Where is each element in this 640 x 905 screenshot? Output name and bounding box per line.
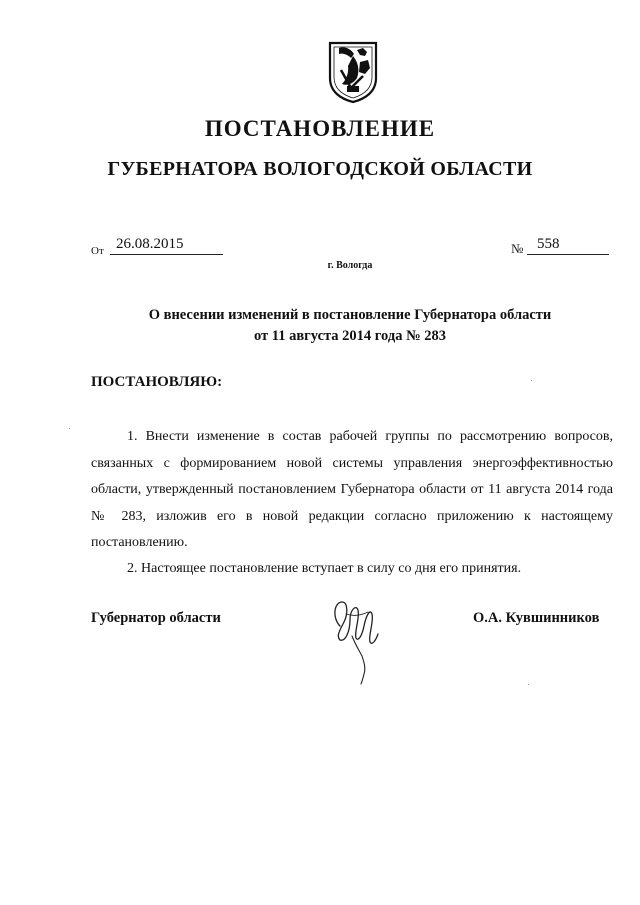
- handwritten-signature: [326, 596, 386, 686]
- subject-line-2: от 11 августа 2014 года № 283: [253, 328, 447, 344]
- subject-line-1: О внесении изменений в постановление Губернатора области: [148, 307, 552, 323]
- paragraph-2: 2. Настоящее постановление вступает в силу со дня его принятия.: [127, 561, 522, 576]
- document-subject: [0, 305, 640, 347]
- document-city: г. Вологда: [327, 260, 373, 271]
- date-prefix: От: [91, 245, 104, 257]
- signatory-name: О.А. Кувшинников: [473, 610, 600, 626]
- signatory-title: Губернатор области: [91, 610, 221, 626]
- scan-speck: [69, 428, 70, 429]
- number-prefix: №: [511, 241, 524, 256]
- document-issuer: ГУБЕРНАТОРА ВОЛОГОДСКОЙ ОБЛАСТИ: [107, 158, 533, 180]
- document-number: 558: [527, 236, 609, 255]
- decree-heading: ПОСТАНОВЛЯЮ:: [91, 374, 223, 390]
- scan-speck: [528, 684, 529, 685]
- document-date: 26.08.2015: [110, 236, 223, 255]
- paragraph-1: 1. Внести изменение в состав рабочей группы по рассмотрению вопросов, связанных с формированием новой системы управления энергоэффективностью области, утвержденный постановлением Губернатора области от 11 августа 2014 года № 283, изложив его в новой редакции согласно приложению к настоящему постановлению.: [91, 429, 613, 550]
- document-title: ПОСТАНОВЛЕНИЕ: [204, 116, 436, 141]
- scan-speck: [531, 380, 532, 381]
- coat-of-arms-emblem: [327, 40, 379, 104]
